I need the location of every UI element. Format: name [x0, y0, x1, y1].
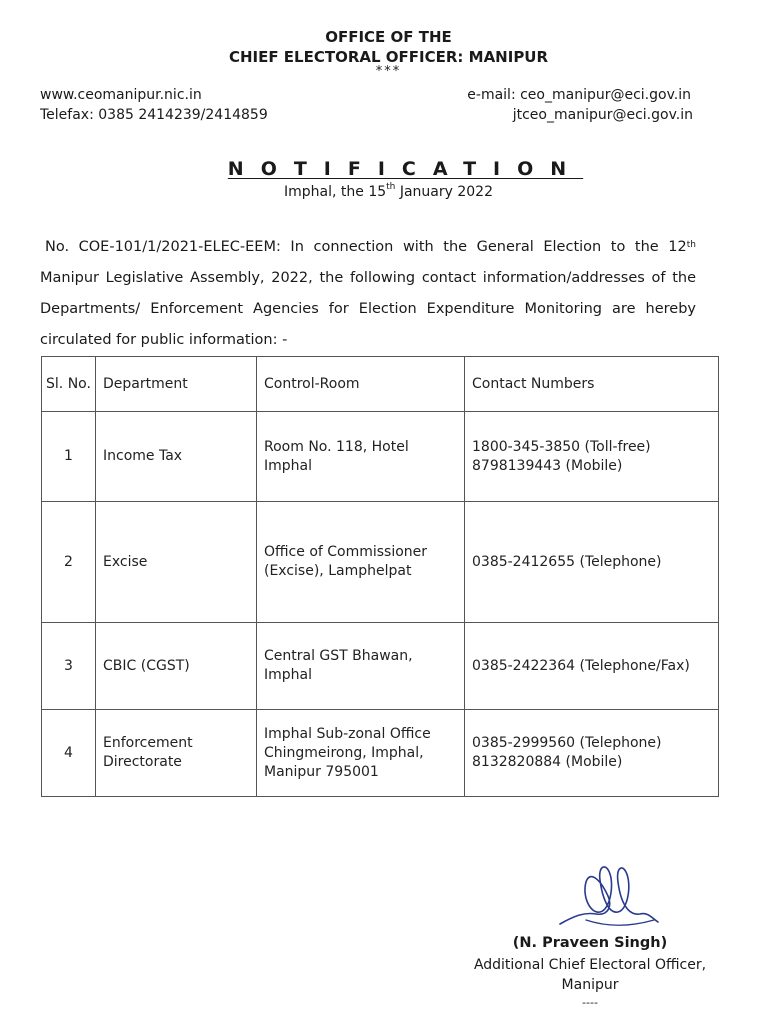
header-control-room: Control-Room — [257, 357, 465, 412]
notification-body: No. COE-101/1/2021-ELEC-EEM: In connection with the General Election to the 12th Manipur Legislative Assembly, 2022, the following contact information/addresses of the Departments/ Enforcement Agencies for Election Expenditure Monitoring are hereby circulated for public information: - — [40, 239, 696, 348]
email-secondary: jtceo_manipur@eci.gov.in — [512, 107, 693, 123]
cell-contact: 0385-2412655 (Telephone) — [465, 502, 719, 623]
cell-contact: 0385-2422364 (Telephone/Fax) — [465, 623, 719, 710]
signatory-place: Manipur — [561, 977, 619, 993]
cell-department: Income Tax — [96, 412, 257, 502]
cell-department: Excise — [96, 502, 257, 623]
cell-department: Enforcement Directorate — [96, 710, 257, 797]
cell-contact: 0385-2999560 (Telephone) 8132820884 (Mobile) — [465, 710, 719, 797]
notification-title: NOTIFICATION — [227, 158, 584, 180]
cell-department: CBIC (CGST) — [96, 623, 257, 710]
table-row — [42, 502, 719, 623]
website-text: www.ceomanipur.nic.in — [40, 87, 202, 103]
signatory-name: (N. Praveen Singh) — [512, 935, 668, 951]
cell-contact: 1800-345-3850 (Toll-free) 8798139443 (Mobile) — [465, 412, 719, 502]
office-title-line1: OFFICE OF THE — [325, 28, 452, 46]
cell-control-room: Central GST Bhawan, Imphal — [257, 623, 465, 710]
email-primary: e-mail: ceo_manipur@eci.gov.in — [467, 87, 691, 103]
cell-sl: 4 — [42, 710, 96, 797]
cell-control-room: Office of Commissioner (Excise), Lamphelpat — [257, 502, 465, 623]
office-title-line2: CHIEF ELECTORAL OFFICER: MANIPUR — [228, 48, 549, 66]
header-contact-numbers: Contact Numbers — [465, 357, 719, 412]
table-row — [42, 412, 719, 502]
cell-control-room: Imphal Sub-zonal Office Chingmeirong, Imphal, Manipur 795001 — [257, 710, 465, 797]
cell-sl: 3 — [42, 623, 96, 710]
header-department: Department — [96, 357, 257, 412]
cell-control-room: Room No. 118, Hotel Imphal — [257, 412, 465, 502]
signature-image — [556, 856, 666, 934]
signatory-designation: Additional Chief Electoral Officer, — [473, 957, 707, 973]
contact-table — [41, 356, 719, 797]
table-header-row — [42, 357, 719, 412]
cell-sl: 2 — [42, 502, 96, 623]
telefax-text: Telefax: 0385 2414239/2414859 — [40, 107, 268, 123]
notification-date: Imphal, the 15th January 2022 — [284, 182, 493, 200]
header-stars: *** — [375, 64, 402, 79]
table-row — [42, 623, 719, 710]
table-row — [42, 710, 719, 797]
header-sl-no: Sl. No. — [42, 357, 96, 412]
cell-sl: 1 — [42, 412, 96, 502]
signature-dashes: ---- — [582, 996, 598, 1009]
